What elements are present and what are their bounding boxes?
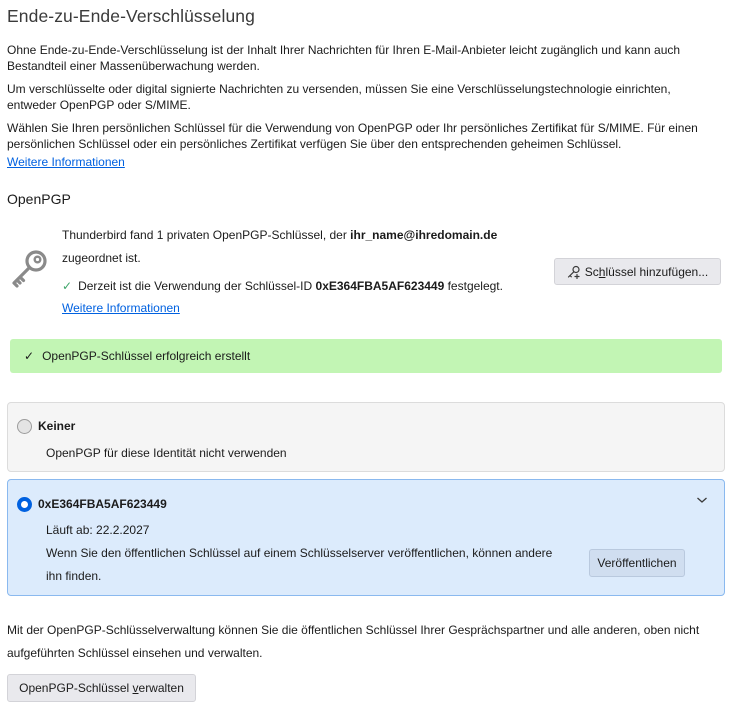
radio-none[interactable] bbox=[17, 419, 32, 434]
intro-paragraph-2: Um verschlüsselte oder digital signierte Nachrichten zu versenden, müssen Sie eine Verschlüsselungstechnologie einrichten, entweder OpenPGP oder S/MIME. bbox=[7, 82, 671, 112]
current-key-id: 0xE364FBA5AF623449 bbox=[315, 279, 445, 293]
checkmark-icon: ✓ bbox=[24, 349, 35, 363]
page-title: Ende-zu-Ende-Verschlüsselung bbox=[7, 6, 255, 26]
success-notification bbox=[10, 339, 722, 373]
manage-keys-label-accel: v bbox=[132, 681, 139, 695]
key-publish-description-line2: ihn finden. bbox=[46, 569, 102, 583]
success-text: OpenPGP-Schlüssel erfolgreich erstellt bbox=[42, 349, 251, 363]
key-icon bbox=[10, 248, 50, 290]
key-found-suffix: zugeordnet ist. bbox=[62, 251, 141, 265]
publish-button[interactable]: Veröffentlichen bbox=[589, 549, 685, 577]
openpgp-more-info-link[interactable]: Weitere Informationen bbox=[62, 301, 180, 315]
add-key-label-pre: Sc bbox=[584, 264, 599, 279]
add-key-icon bbox=[567, 265, 581, 279]
current-key-prefix: Derzeit ist die Verwendung der Schlüssel-ID bbox=[78, 279, 316, 293]
add-key-label-accel: h bbox=[598, 264, 606, 279]
manage-keys-label-post: erwalten bbox=[138, 681, 184, 695]
identity-email: ihr_name@ihredomain.de bbox=[350, 228, 498, 242]
manage-keys-label-pre: OpenPGP-Schlüssel bbox=[19, 681, 133, 695]
key-option-none-title: Keiner bbox=[38, 419, 76, 433]
chevron-down-icon[interactable] bbox=[696, 494, 708, 504]
openpgp-section-title: OpenPGP bbox=[7, 191, 71, 207]
key-expiry-date: Läuft ab: 22.2.2027 bbox=[46, 523, 150, 537]
key-found-text bbox=[62, 228, 497, 242]
key-option-none-description: OpenPGP für diese Identität nicht verwenden bbox=[46, 446, 287, 460]
key-found-prefix: Thunderbird fand 1 privaten OpenPGP-Schlüssel, der bbox=[62, 228, 351, 242]
management-text-line1: Mit der OpenPGP-Schlüsselverwaltung können Sie die öffentlichen Schlüssel Ihrer Gesprächspartner und alle anderen, oben nicht bbox=[7, 623, 700, 637]
current-key-text bbox=[62, 279, 503, 293]
add-key-label-post: lüssel hinzufügen... bbox=[605, 264, 709, 279]
key-option-selected[interactable] bbox=[7, 479, 725, 596]
key-option-none[interactable] bbox=[7, 402, 725, 472]
add-key-button[interactable] bbox=[554, 258, 721, 285]
intro-paragraph-3: Wählen Sie Ihren persönlichen Schlüssel für die Verwendung von OpenPGP oder Ihr persönliches Zertifikat für S/MIME. Für einen persönlichen Schlüssel oder ein persönliches Zertifikat verfügen Sie über den entsprechenden geheimen Schlüssel. bbox=[7, 121, 698, 151]
key-option-title: 0xE364FBA5AF623449 bbox=[38, 497, 167, 511]
manage-keys-button[interactable] bbox=[7, 674, 196, 702]
key-publish-description-line1: Wenn Sie den öffentlichen Schlüssel auf einem Schlüsselserver veröffentlichen, können andere bbox=[46, 546, 553, 560]
management-text-line2: aufgeführten Schlüssel einsehen und verwalten. bbox=[7, 646, 263, 660]
current-key-suffix: festgelegt. bbox=[444, 279, 503, 293]
more-info-link[interactable]: Weitere Informationen bbox=[7, 155, 125, 169]
intro-paragraph-1: Ohne Ende-zu-Ende-Verschlüsselung ist der Inhalt Ihrer Nachrichten für Ihren E-Mail-Anbieter leicht zugänglich und kann auch Bestandteil einer Massenüberwachung werden. bbox=[7, 43, 681, 73]
checkmark-icon: ✓ bbox=[62, 279, 73, 293]
radio-key-selected[interactable] bbox=[17, 497, 32, 512]
